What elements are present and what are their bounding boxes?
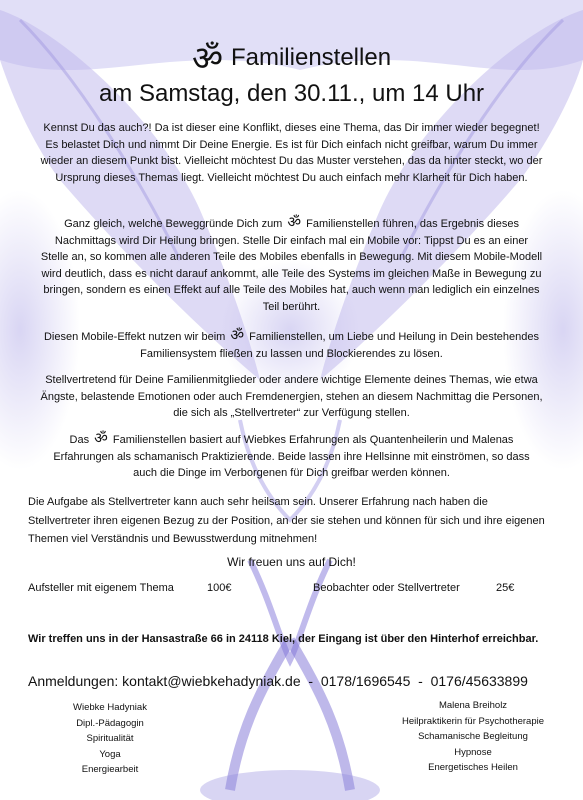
price-label-aufsteller: Aufsteller mit eigenem Thema bbox=[28, 582, 174, 594]
signature-line: Energiearbeit bbox=[81, 764, 139, 775]
paragraph-task: Die Aufgabe als Stellvertreter kann auch sehr heilsam sein. Unserer Erfahrung nach haben die Stellvertreter ihren eigenen Bezug zu der Position, an der sie stehen und können für sich und ihre eigenen Themen viel Verständnis und Bewusstwerdung mitnehmen! bbox=[28, 496, 545, 545]
registration-contact: Anmeldungen: kontakt@wiebkehadyniak.de - 0178/1696545 - 0176/45633899 bbox=[28, 673, 528, 689]
signature-line: Schamanische Begleitung bbox=[418, 731, 528, 742]
signature-line: Spiritualität bbox=[86, 733, 134, 744]
price-label-beobachter: Beobachter oder Stellvertreter bbox=[313, 582, 460, 594]
om-icon: ॐ bbox=[191, 39, 223, 79]
paragraph-experience bbox=[40, 429, 543, 482]
price-value-beobachter: 25€ bbox=[496, 582, 515, 594]
event-date: am Samstag, den 30.11., um 14 Uhr bbox=[98, 80, 485, 107]
page-title bbox=[0, 34, 583, 80]
signature-name: Wiebke Hadyniak bbox=[73, 702, 147, 713]
title-text: Familienstellen bbox=[230, 44, 392, 71]
venue-address: Wir treffen uns in der Hansastraße 66 in 24118 Kiel, der Eingang ist über den Hinterhof erreichbar. bbox=[28, 633, 539, 645]
paragraph-stellvertreter: Stellvertretend für Deine Familienmitglieder oder andere wichtige Elemente deines Themas, wie etwa Ängste, belastende Emotionen oder auch Fremdenergien, stehen an diesem Nachmittag die Personen, die sich als „Stellvertreter“ zur Verfügung stellen. bbox=[40, 374, 543, 420]
om-icon: ॐ bbox=[287, 213, 302, 231]
signature-malena bbox=[378, 698, 568, 776]
paragraph-text: Familienstellen, um Liebe und Heilung in Dein bestehendes Familiensystem fließen zu lassen und Blockierendes zu lösen. bbox=[140, 331, 540, 360]
paragraph-text: Familienstellen führen, das Ergebnis dieses Nachmittags wird Dir Heilung bringen. Stelle Dir einfach mal ein Mobile vor: Tippst Du es an einer Stelle an, so kommen alle anderen Teile des Mobiles ebenfalls in Bewegung. Mit diesem Mobile-Modell wird deutlich, dass es nicht darauf ankommt, alle Teile des Systems im gleichen Maße in Bewegung zu bringen, sondern es einen Effekt auf alle Teile des Mobiles hat, auch wenn man lediglich ein einzelnes Teil berührt. bbox=[40, 218, 543, 313]
signature-line: Heilpraktikerin für Psychotherapie bbox=[401, 715, 545, 727]
signature-name: Malena Breiholz bbox=[438, 700, 508, 711]
paragraph-mobile-effect bbox=[40, 326, 543, 362]
paragraph-text: Ganz gleich, welche Beweggründe Dich zum bbox=[64, 218, 283, 230]
signature-wiebke bbox=[40, 700, 180, 778]
paragraph-intro: Kennst Du das auch?! Da ist dieser eine Konflikt, dieses eine Thema, das Dir immer wieder begegnet! Es belastet Dich und nimmt Dir Deine Energie. Es ist für Dich einfach nicht greifbar, warum Du immer wieder an diesem Punkt bist. Vielleicht möchtest Du das Muster verstehen, das da hinter steckt, wo der Ursprung dieses Themas liegt. Vielleicht möchtest Du auch einfach mehr Klarheit für Dich haben. bbox=[40, 122, 543, 184]
signature-line: Hypnose bbox=[454, 746, 492, 758]
om-icon: ॐ bbox=[94, 429, 108, 447]
paragraph-text: Das bbox=[69, 434, 90, 446]
paragraph-mobile bbox=[40, 213, 543, 316]
signature-line: Yoga bbox=[99, 748, 121, 760]
om-icon: ॐ bbox=[230, 326, 245, 344]
paragraph-text: Familienstellen basiert auf Wiebkes Erfahrungen als Quantenheilerin und Malenas Erfahrungen als schamanisch Praktizierende. Beide lassen ihre Hellsinne mit einströmen, so dass auch die Dinge im Verborgenen für Dich greifbar werden können. bbox=[53, 434, 530, 480]
closing-line: Wir freuen uns auf Dich! bbox=[227, 555, 356, 569]
price-value-aufsteller: 100€ bbox=[207, 582, 232, 594]
signature-line: Energetisches Heilen bbox=[428, 762, 518, 773]
paragraph-text: Diesen Mobile-Effekt nutzen wir beim bbox=[43, 331, 226, 343]
signature-line: Dipl.-Pädagogin bbox=[76, 717, 144, 729]
